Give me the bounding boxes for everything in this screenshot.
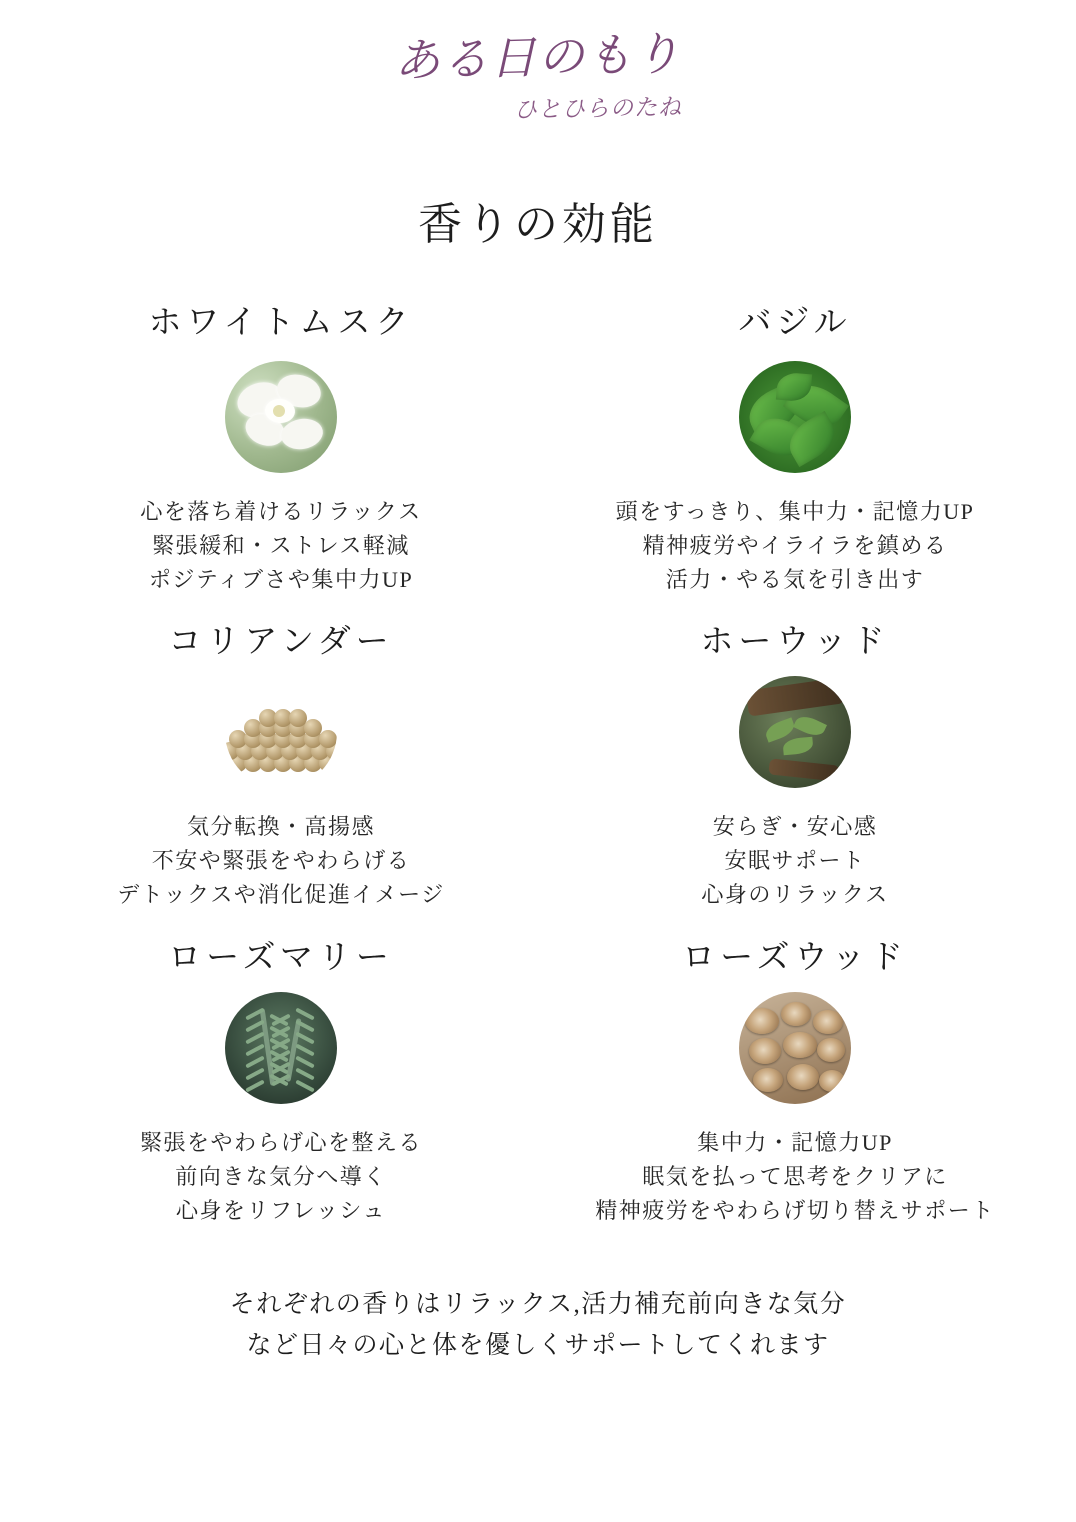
footer-line-1: それぞれの香りはリラックス,活力補充前向きな気分: [229, 1290, 847, 1318]
scent-desc-line: 精神疲労をやわらげ切り替えサポート: [595, 1197, 995, 1223]
scent-desc-line: 心身をリフレッシュ: [176, 1197, 386, 1223]
scent-card-ho-wood: [538, 615, 1052, 912]
page-title: 香りの効能: [418, 200, 658, 249]
scent-desc-line: 緊張をやわらげ心を整える: [139, 1129, 422, 1155]
basil-leaves-photo: [739, 361, 851, 473]
rosemary-sprig-photo: [225, 992, 337, 1104]
rosewood-logs-photo: [739, 992, 851, 1104]
brand-subname: ひとひらのたね: [513, 94, 683, 124]
scent-card-coriander: [24, 615, 538, 912]
scent-desc-line: 前向きな気分へ導く: [175, 1163, 387, 1189]
brand-logo: [0, 0, 1076, 154]
scent-name: ホーウッド: [700, 624, 890, 661]
scent-description: [548, 495, 1042, 597]
scent-desc-line: デトックスや消化促進イメージ: [117, 882, 445, 908]
scent-desc-line: 活力・やる気を引き出す: [665, 567, 925, 593]
scent-name: コリアンダー: [168, 624, 394, 661]
scent-desc-line: 眠気を払って思考をクリアに: [642, 1163, 948, 1189]
scent-card-rosewood: [538, 931, 1052, 1228]
scent-desc-line: 安眠サポート: [724, 848, 866, 874]
scent-description: [34, 810, 528, 912]
white-musk-flower-photo: [225, 361, 337, 473]
scent-desc-line: 心を落ち着けるリラックス: [140, 499, 422, 524]
scent-card-white-musk: [24, 296, 538, 597]
scent-desc-line: 心身のリラックス: [701, 882, 889, 908]
scent-name: ローズウッド: [682, 939, 908, 976]
scent-description: [34, 1126, 528, 1228]
scent-desc-line: 不安や緊張をやわらげる: [151, 848, 411, 874]
scent-name: バジル: [738, 305, 852, 341]
scent-name: ローズマリー: [168, 939, 394, 976]
scent-desc-line: 安らぎ・安心感: [712, 814, 878, 840]
scent-card-basil: [538, 296, 1052, 597]
scent-desc-line: 気分転換・高揚感: [186, 814, 375, 840]
scent-card-rosemary: [24, 931, 538, 1228]
scent-description: [34, 495, 528, 597]
scent-desc-line: 集中力・記憶力UP: [697, 1129, 893, 1155]
scent-desc-line: 頭をすっきり、集中力・記憶力UP: [615, 499, 975, 524]
scent-desc-line: 精神疲労やイライラを鎮める: [642, 533, 948, 559]
brand-name: ある日のもり: [393, 26, 683, 88]
coriander-seeds-photo: [225, 676, 337, 788]
scent-desc-line: ポジティブさや集中力UP: [148, 567, 414, 593]
scent-name: ホワイトムスク: [148, 305, 414, 341]
scent-grid: [0, 296, 1076, 1228]
scent-description: [548, 810, 1042, 912]
scent-desc-line: 緊張緩和・ストレス軽減: [152, 533, 410, 559]
footer-note: [0, 1284, 1076, 1367]
footer-line-2: など日々の心と体を優しくサポートしてくれます: [246, 1332, 830, 1360]
scent-description: [548, 1126, 1042, 1228]
ho-wood-bark-photo: [739, 676, 851, 788]
